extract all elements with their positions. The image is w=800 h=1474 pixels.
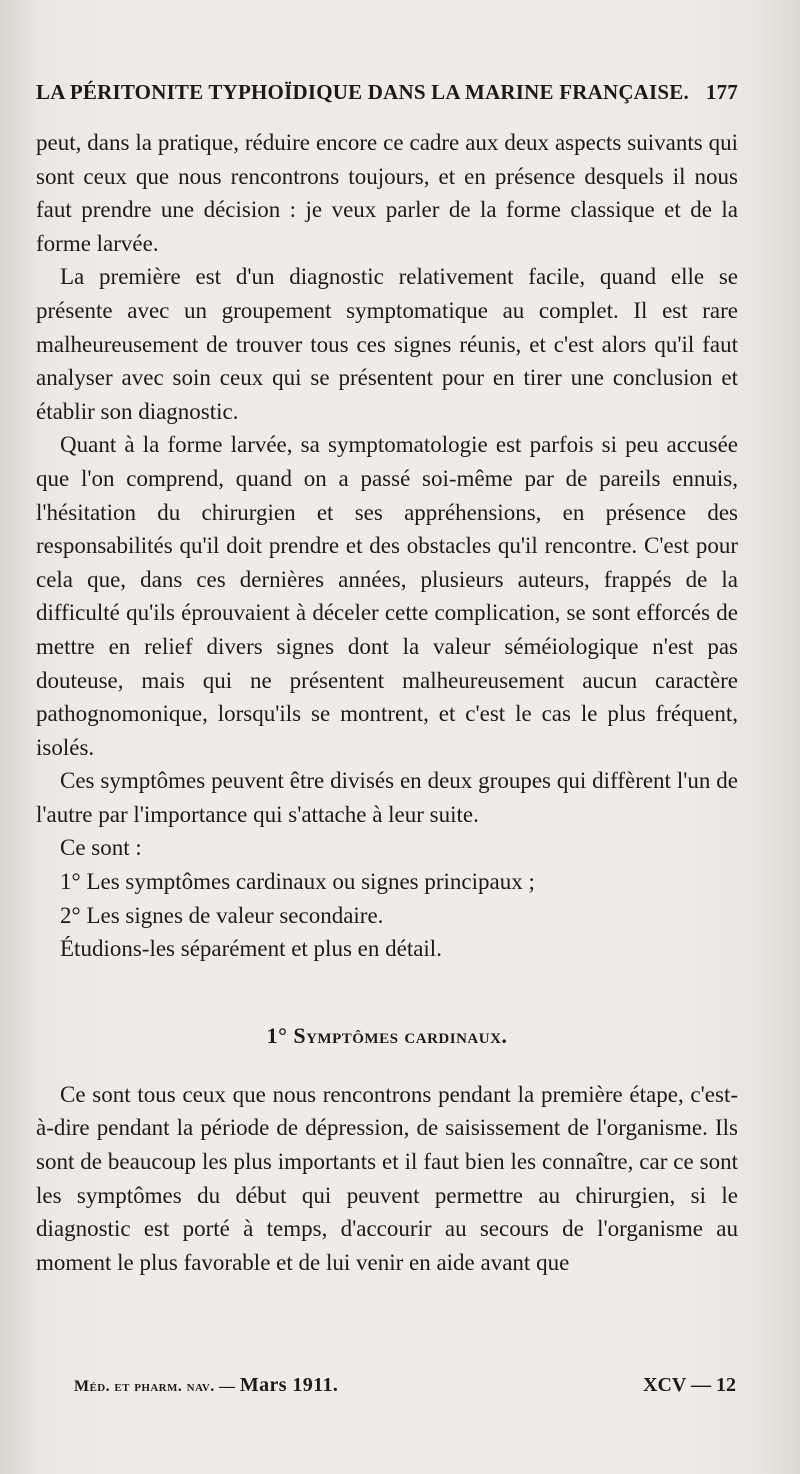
paragraph-groupes: Ces symptômes peuvent être divisés en deux groupes qui diffèrent l'un de l'autre par l'importance qui s'attache à leur suite. <box>36 768 738 827</box>
section-paragraph: Ce sont tous ceux que nous rencontrons pendant la première étape, c'est-à-dire pendant la période de dépression, de saisissement de l'organisme. Ils sont de beaucoup les plus importants et il faut bien les connaître, car ce sont les symptômes du début qui peuvent permettre au chirurgien, si le diagnostic est porté à temps, d'accourir au secours de l'organisme au moment le plus favorable et de lui venir en aide avant que <box>36 1081 738 1275</box>
paragraph-forme-larvee: Quant à la forme larvée, sa symptomatologie est parfois si peu accusée que l'on comprend, quand on a passé soi-même par de pareils ennuis, l'hésitation du chirurgien et ses appréhensions, en présence des responsabilités qu'il doit prendre et des obstacles qu'il rencontre. C'est pour cela que, dans ces dernières années, plusieurs auteurs, frappés de la difficulté qu'ils éprouvaient à déceler cette complication, se sont efforcés de mettre en relief divers signes dont la valeur séméiologique n'est pas douteuse, mais qui ne présentent malheureusement aucun caractère pathognomonique, lorsqu'ils se montrent, et c'est le cas le plus fréquent, isolés. <box>36 432 738 760</box>
paragraph-continuation: peut, dans la pratique, réduire encore ce cadre aux deux aspects suivants qui sont ceux que nous rencontrons toujours, et en présence desquels il nous faut prendre une décision : je veux parler de la forme classique et de la forme larvée. <box>36 130 738 256</box>
footer-date: Mars 1911. <box>239 1374 339 1396</box>
paragraph-ce-sont: Ce sont : <box>60 835 142 861</box>
footer-journal: Méd. et pharm. nav. — <box>74 1378 236 1395</box>
closing-line: Étudions-les séparément et plus en détail. <box>60 936 442 962</box>
body-text <box>36 126 738 1279</box>
page-number: 177 <box>705 80 738 104</box>
footer-signature: XCV — 12 <box>643 1374 736 1396</box>
section-heading: 1° Symptômes cardinaux. <box>266 1022 508 1048</box>
running-title: LA PÉRITONITE TYPHOÏDIQUE DANS LA MARINE FRANÇAISE. <box>36 80 689 104</box>
running-header <box>36 80 738 112</box>
footer-journal-line <box>74 1374 338 1397</box>
list-item-secondaire: 2° Les signes de valeur secondaire. <box>60 902 384 928</box>
paragraph-forme-classique: La première est d'un diagnostic relativement facile, quand elle se présente avec un groupement symptomatique au complet. Il est rare malheureusement de trouver tous ces signes réunis, et c'est alors qu'il faut analyser avec soin ceux qui se présentent pour en tirer une conclusion et établir son diagnostic. <box>36 264 738 424</box>
page-footer <box>74 1374 736 1406</box>
list-item-principal: 1° Les symptômes cardinaux ou signes principaux ; <box>60 869 535 895</box>
